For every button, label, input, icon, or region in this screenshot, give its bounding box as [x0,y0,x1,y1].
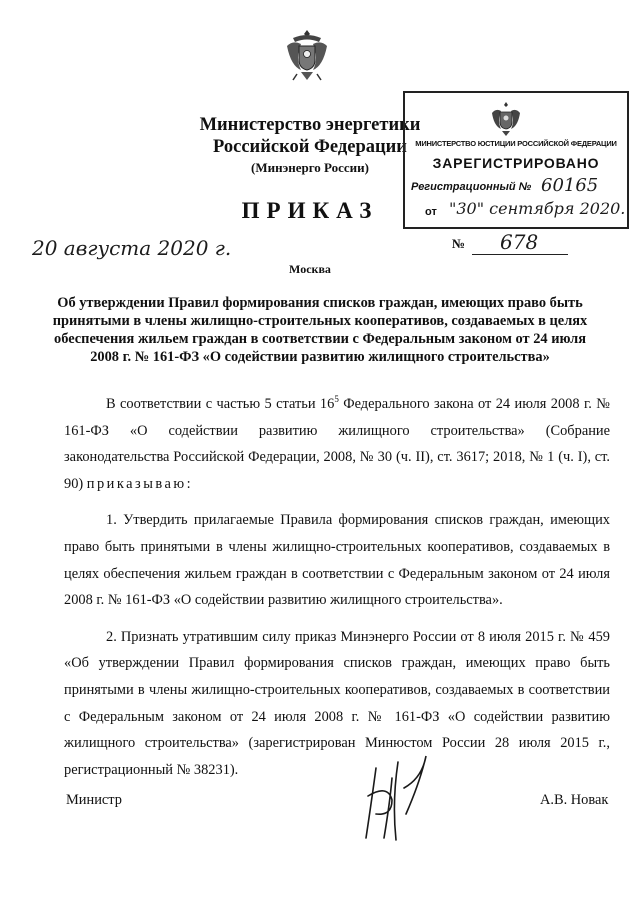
stamp-date-label: от [425,206,437,218]
preamble-paragraph [64,391,610,497]
stamp-reg-number: 60165 [541,175,599,196]
stamp-emblem-icon [489,99,523,139]
signer-position: Министр [66,792,122,808]
document-body [64,391,610,793]
ministry-name [180,114,440,158]
number-sign: № [452,236,466,251]
stamp-registered: ЗАРЕГИСТРИРОВАНО [432,155,600,171]
ministry-name-line2: Российской Федерации [213,137,407,157]
item-1-paragraph: 1. Утвердить прилагаемые Правила формирования списков граждан, имеющих право быть принятыми в члены жилищно-строительных кооперативов, создаваемых в целях обеспечения жильем граждан в соответствии с Федеральным законом от 24 июля 2008 г. № 161-ФЗ «О содействии развитию жилищного строительства». [64,512,610,609]
document-type: ПРИКАЗ [241,198,379,223]
item-2-paragraph: 2. Признать утратившим силу приказ Минэнерго России от 8 июля 2015 г. № 459 «Об утверждении Правил формирования списков граждан, имеющих право быть принятыми в члены жилищно-строительных кооперативов, создаваемых в соответствии с Федеральным законом от 24 июля 2008 г. № 161-ФЗ «О содействии развитию жилищного строительства» (зарегистрирован Минюстом России 28 июля 2015 г., регистрационный № 38231). [64,628,610,778]
order-date: 20 августа 2020 г. [32,236,232,260]
preamble-superscript: 5 [334,394,339,405]
document-title: Об утверждении Правил формирования списков граждан, имеющих право быть принятыми в члены жилищно-строительных кооперативов, создаваемых в целях обеспечения жильем граждан в соответствии с Федеральным законом от 24 июля 2008 г. № 161-ФЗ «О содействии развитию жилищного строительства» [52,295,588,365]
preamble-command: приказываю: [86,475,194,492]
registration-stamp [403,91,629,229]
signer-name: А.В. Новак [540,792,609,808]
coat-of-arms-icon [283,24,331,86]
preamble-start: В соответствии с частью 5 статьи 16 [106,396,335,412]
stamp-ministry: МИНИСТЕРСТВО ЮСТИЦИИ РОССИЙСКОЙ ФЕДЕРАЦИИ [415,139,617,148]
city: Москва [289,262,331,276]
stamp-date: "30" сентября 2020. [449,199,626,218]
handwritten-signature [346,748,446,848]
number-underline [472,254,568,255]
stamp-reg-label: Регистрационный № [411,181,532,193]
preamble-text: Федерального закона от 24 июля 2008 г. № 161-ФЗ «О содействии развитию жилищного строительства» (Собрание законодательства Российской Федерации, 2008, № 30 (ч. II), ст. 3617; 2018, № 1 (ч. I), ст. 90) [64,396,610,492]
ministry-short-name: (Минэнерго России) [251,160,369,175]
order-number: 678 [500,230,539,254]
ministry-name-line1: Министерство энергетики [199,115,421,135]
